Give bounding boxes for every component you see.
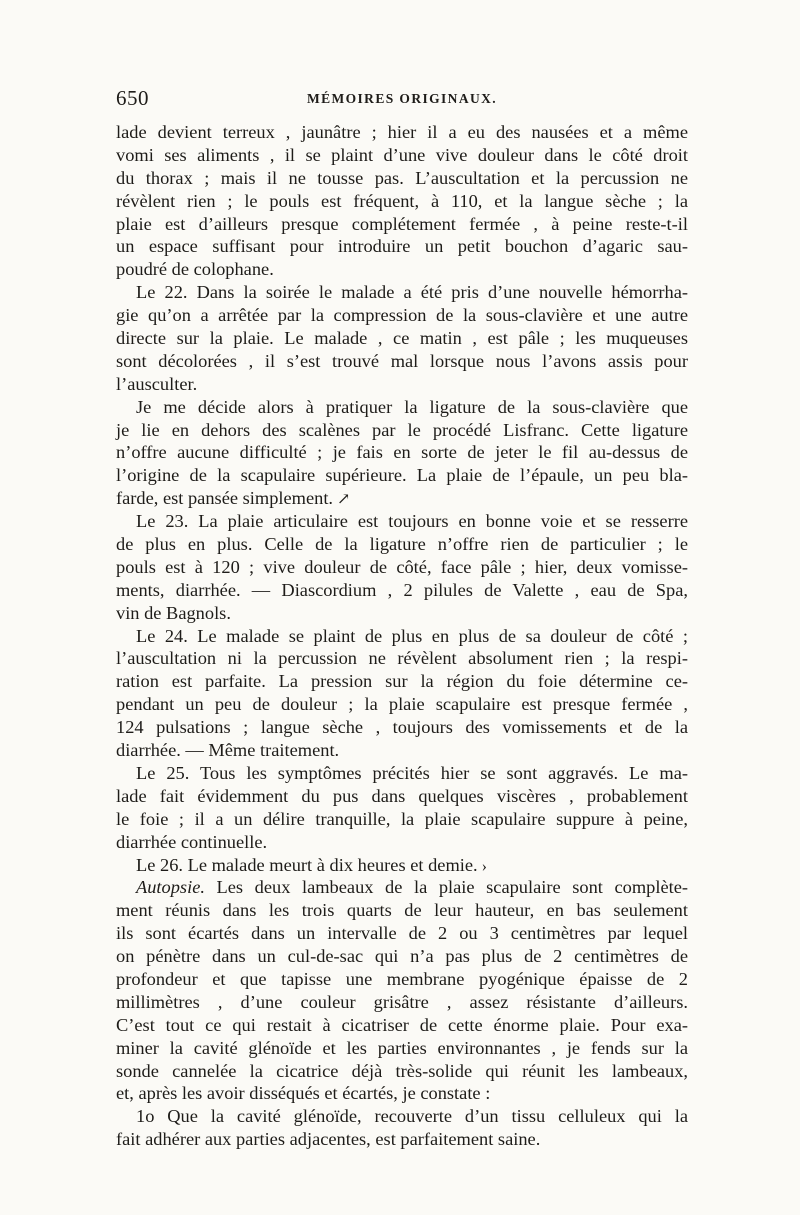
text-line	[116, 350, 688, 373]
text-line	[116, 739, 688, 762]
text-line	[116, 899, 688, 922]
line-text: 124 pulsations ; langue sèche , toujours des vomissements et de la	[116, 717, 688, 738]
line-text: Le 22. Dans la soirée le malade a été pris d’une nouvelle hémorrha-	[136, 282, 688, 303]
text-line	[116, 945, 688, 968]
text-line	[116, 235, 688, 258]
line-text: plaie est d’ailleurs presque complétement fermée , à peine reste-t-il	[116, 213, 688, 234]
line-text: le foie ; il a un délire tranquille, la plaie scapulaire suppure à peine,	[116, 808, 688, 829]
text-line	[116, 144, 688, 167]
line-text: un espace suffisant pour introduire un petit bouchon d’agaric sau-	[116, 236, 688, 257]
text-line	[116, 968, 688, 991]
line-text: révèlent rien ; le pouls est fréquent, à 110, et la langue sèche ; la	[116, 190, 688, 211]
line-text: Le 23. La plaie articulaire est toujours en bonne voie et se resserre	[136, 511, 688, 532]
line-text: l’auscultation ni la percussion ne révèlent absolument rien ; la respi-	[116, 648, 688, 669]
text-line	[116, 693, 688, 716]
text-line	[116, 579, 688, 602]
line-text: pouls est à 120 ; vive douleur de côté, face pâle ; hier, deux vomisse-	[116, 556, 688, 577]
line-text: ments, diarrhée. — Diascordium , 2 pilules de Valette , eau de Spa,	[116, 579, 688, 600]
page-header	[116, 86, 688, 116]
text-line	[116, 373, 688, 396]
body-text	[116, 121, 688, 1151]
text-line	[116, 441, 688, 464]
text-line	[116, 922, 688, 945]
line-text: Je me décide alors à pratiquer la ligature de la sous-clavière que	[136, 396, 688, 417]
text-line	[116, 808, 688, 831]
line-text: Les deux lambeaux de la plaie scapulaire sont complète-	[204, 877, 688, 898]
text-line	[116, 785, 688, 808]
text-line	[116, 670, 688, 693]
line-text: l’ausculter.	[116, 373, 198, 394]
text-line	[116, 556, 688, 579]
text-line	[116, 1128, 688, 1151]
line-text: sont décolorées , il s’est trouvé mal lorsque nous l’avons assis pour	[116, 350, 688, 371]
line-text: Le 25. Tous les symptômes précités hier se sont aggravés. Le ma-	[136, 762, 688, 783]
line-text: C’est tout ce qui restait à cicatriser de cette énorme plaie. Pour exa-	[116, 1014, 688, 1035]
text-line	[116, 991, 688, 1014]
page-number: 650	[116, 86, 149, 110]
text-line	[116, 167, 688, 190]
line-text: poudré de colophane.	[116, 259, 274, 280]
text-line	[116, 190, 688, 213]
line-text: gie qu’on a arrêtée par la compression de la sous-clavière et une autre	[116, 305, 688, 326]
line-text: millimètres , d’une couleur grisâtre , assez résistante d’ailleurs.	[116, 991, 688, 1012]
text-line	[116, 625, 688, 648]
line-text: profondeur et que tapisse une membrane pyogénique épaisse de 2	[116, 968, 688, 989]
italic-run: Autopsie.	[136, 877, 205, 898]
text-line	[116, 121, 688, 144]
line-text: lade devient terreux , jaunâtre ; hier il a eu des nausées et a même	[116, 122, 688, 142]
line-text: sonde cannelée la cicatrice déjà très-solide qui réunit les lambeaux,	[116, 1060, 688, 1081]
text-line	[116, 304, 688, 327]
text-line	[116, 213, 688, 236]
line-text: fait adhérer aux parties adjacentes, est parfaitement saine.	[116, 1129, 541, 1150]
text-line	[116, 396, 688, 419]
text-line	[116, 258, 688, 281]
line-text: pendant un peu de douleur ; la plaie scapulaire est presque fermée ,	[116, 694, 688, 715]
text-line	[116, 281, 688, 304]
text-line	[116, 533, 688, 556]
handwritten-mark: ↗	[337, 491, 351, 509]
text-line	[116, 876, 688, 899]
text-line	[116, 1082, 688, 1105]
line-text: ils sont écartés dans un intervalle de 2 ou 3 centimètres par lequel	[116, 923, 688, 944]
line-text: ration est parfaite. La pression sur la région du foie détermine ce-	[116, 671, 688, 692]
text-line	[116, 464, 688, 487]
text-line	[116, 510, 688, 533]
line-text: je lie en dehors des scalènes par le procédé Lisfranc. Cette ligature	[116, 419, 688, 440]
line-text: directe sur la plaie. Le malade , ce matin , est pâle ; les muqueuses	[116, 328, 688, 349]
text-line	[116, 831, 688, 854]
line-text: du thorax ; mais il ne tousse pas. L’auscultation et la percussion ne	[116, 167, 688, 188]
line-text: 1o Que la cavité glénoïde, recouverte d’un tissu celluleux qui la	[136, 1106, 688, 1127]
handwritten-mark: ›	[481, 857, 487, 875]
line-text: diarrhée. — Même traitement.	[116, 740, 340, 761]
line-text: miner la cavité glénoïde et les parties environnantes , je fends sur la	[116, 1037, 688, 1058]
line-text: Le 24. Le malade se plaint de plus en plus de sa douleur de côté ;	[136, 625, 688, 646]
line-text: on pénètre dans un cul-de-sac qui n’a pas plus de 2 centimètres de	[116, 946, 688, 967]
text-line	[116, 419, 688, 442]
text-line	[116, 327, 688, 350]
text-line	[116, 716, 688, 739]
text-line	[116, 1014, 688, 1037]
text-line	[116, 602, 688, 625]
running-head: MÉMOIRES ORIGINAUX.	[306, 91, 498, 106]
line-text: ment réunis dans les trois quarts de leur hauteur, en bas seulement	[116, 900, 688, 921]
line-text: l’origine de la scapulaire supérieure. La plaie de l’épaule, un peu bla-	[116, 465, 688, 486]
text-line	[116, 1060, 688, 1083]
text-line	[116, 762, 688, 785]
text-line	[116, 854, 688, 877]
line-text: lade fait évidemment du pus dans quelques viscères , probablement	[116, 785, 688, 806]
text-line	[116, 1037, 688, 1060]
line-text: Le 26. Le malade meurt à dix heures et demie.	[136, 854, 478, 875]
text-line	[116, 487, 688, 510]
line-text: et, après les avoir disséqués et écartés, je constate :	[116, 1083, 491, 1104]
line-text: farde, est pansée simplement.	[116, 488, 334, 509]
text-line	[116, 647, 688, 670]
line-text: vomi ses aliments , il se plaint d’une vive douleur dans le côté droit	[116, 144, 688, 165]
text-line	[116, 1105, 688, 1128]
line-text: n’offre aucune difficulté ; je fais en sorte de jeter le fil au-dessus de	[116, 442, 688, 463]
line-text: de plus en plus. Celle de la ligature n’offre rien de particulier ; le	[116, 534, 688, 555]
line-text: vin de Bagnols.	[116, 602, 231, 623]
line-text: diarrhée continuelle.	[116, 831, 268, 852]
